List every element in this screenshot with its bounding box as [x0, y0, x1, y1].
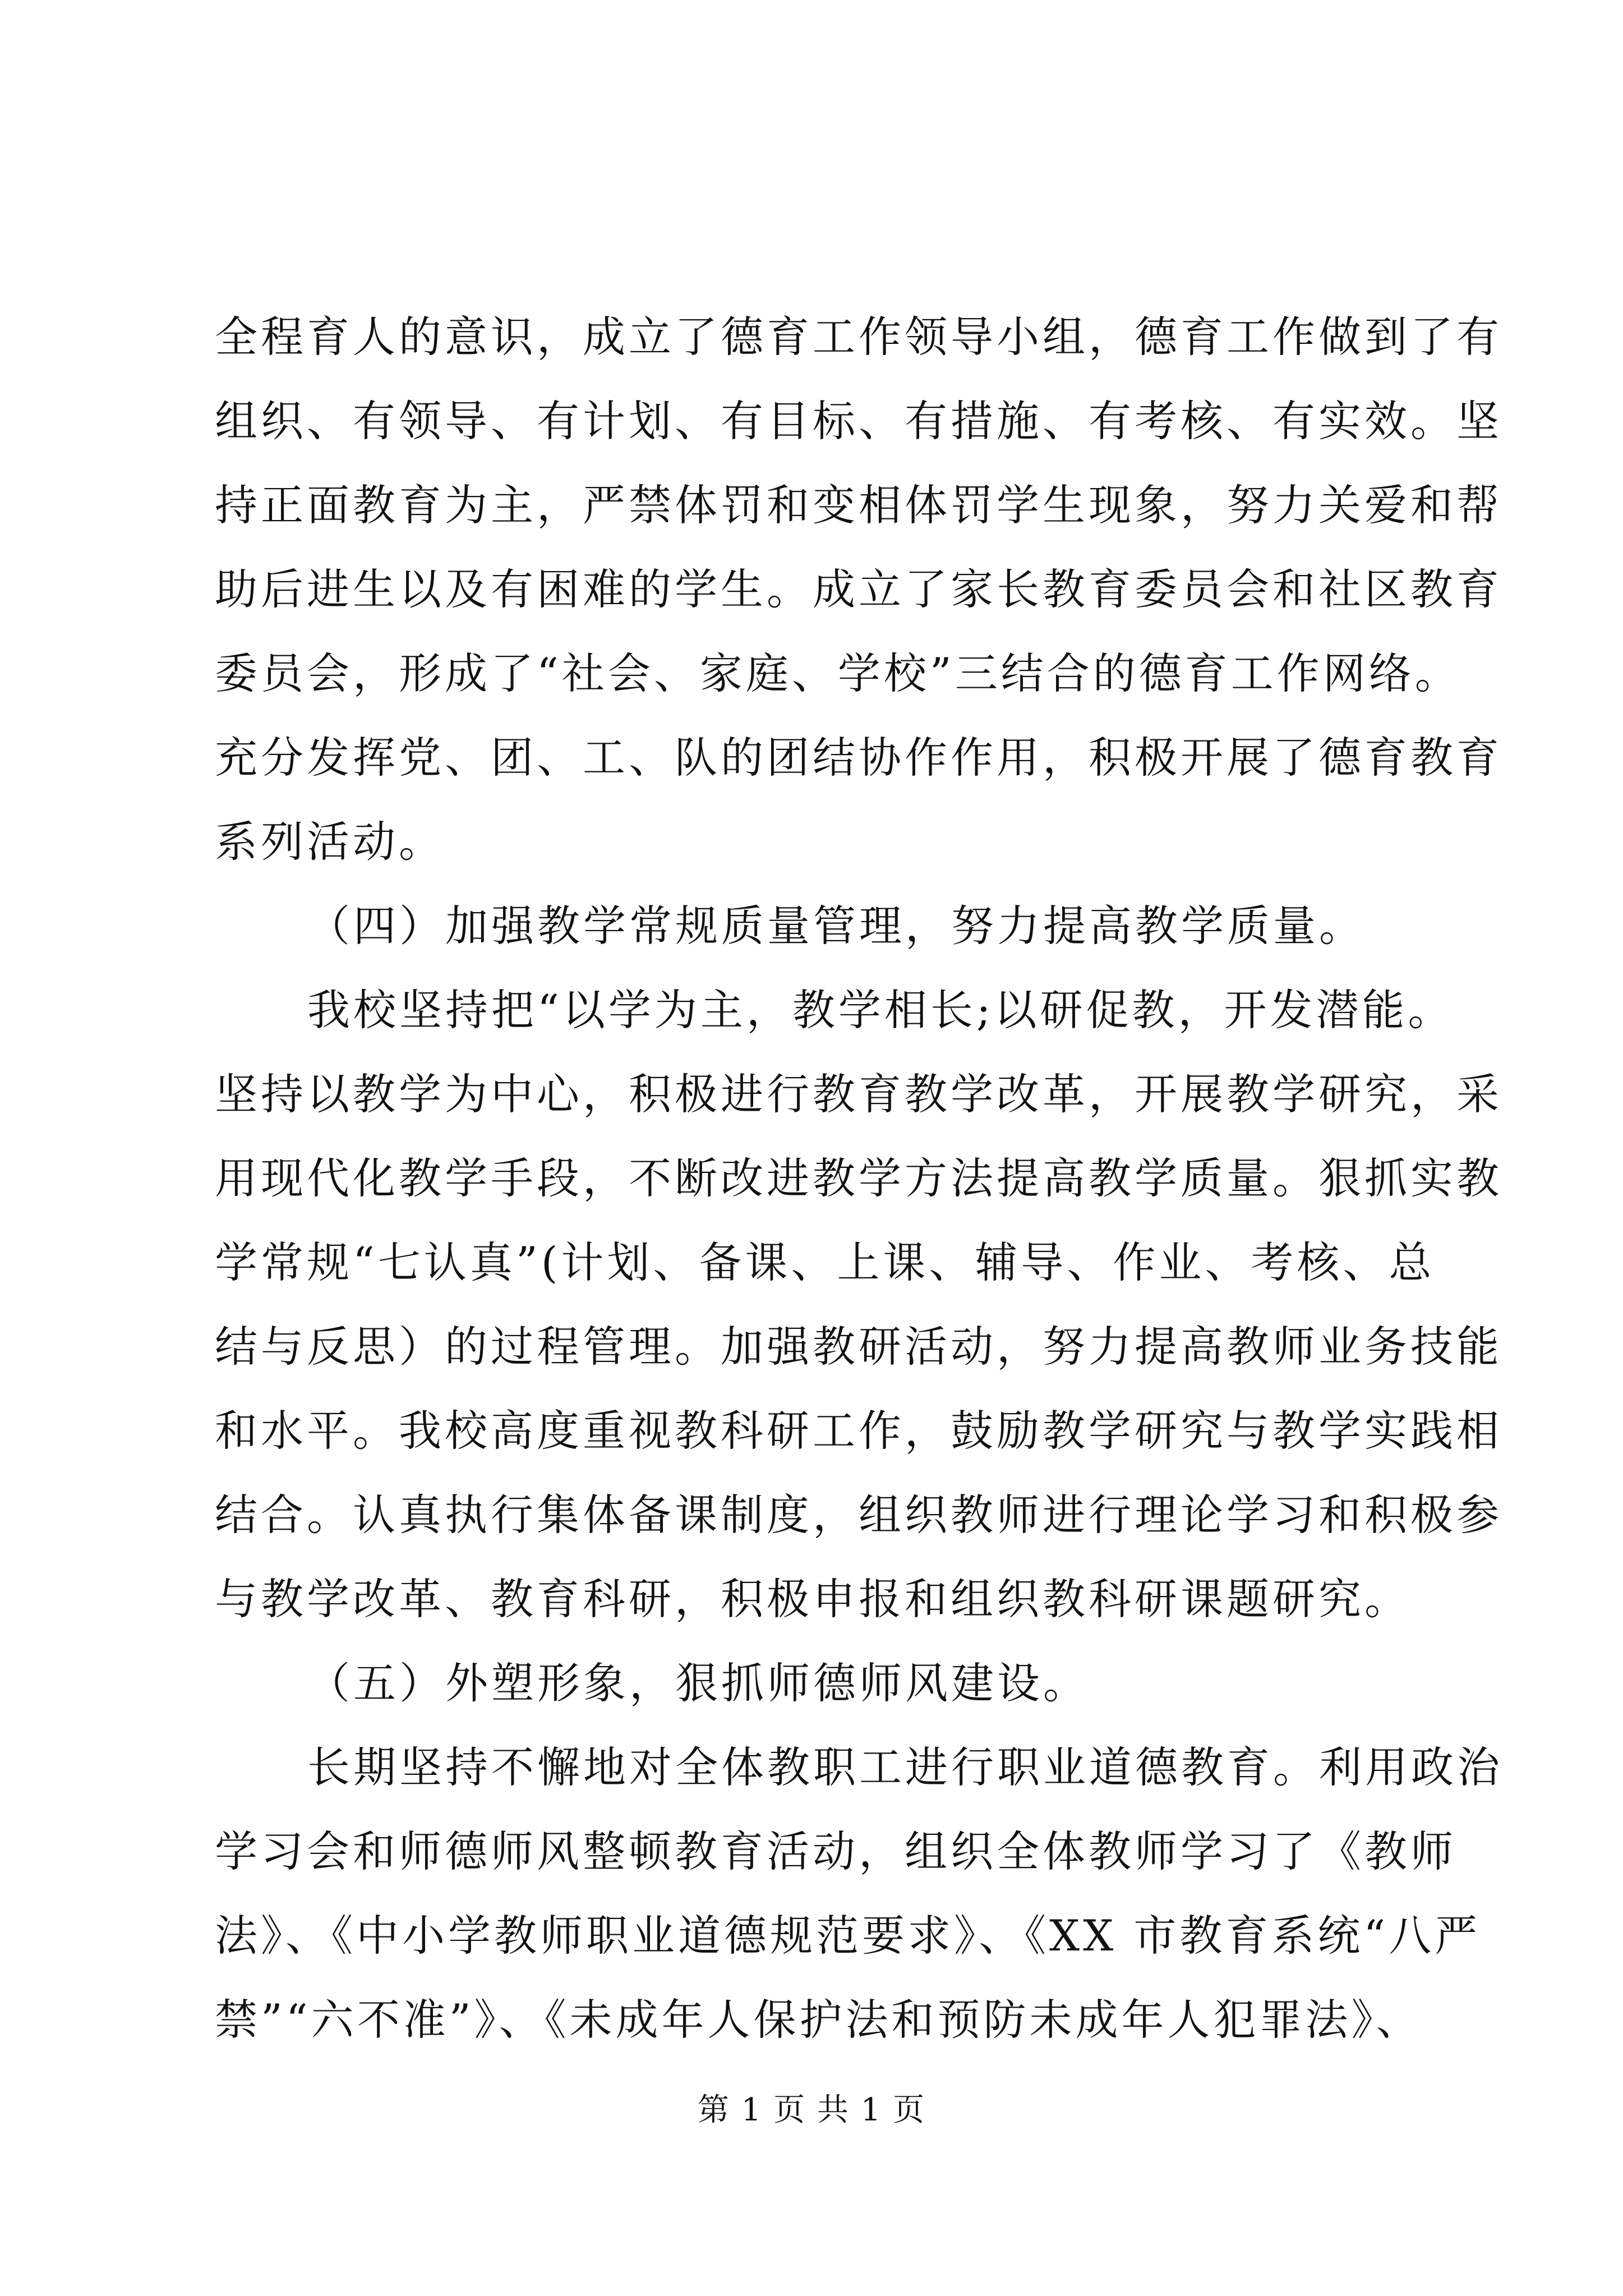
text-line: 全程育人的意识，成立了德育工作领导小组，德育工作做到了有 [215, 312, 1502, 362]
text-line: 助后进生以及有困难的学生。成立了家长教育委员会和社区教育 [215, 564, 1502, 614]
text-line: 和水平。我校高度重视教科研工作，鼓励教学研究与教学实践相 [215, 1406, 1502, 1456]
text-line: 结与反思）的过程管理。加强教研活动，努力提高教师业务技能 [215, 1322, 1502, 1372]
paragraph-first-line: 我校坚持把“以学为主，教学相长;以研促教，开发潜能。 [307, 985, 1454, 1035]
text-line: 组织、有领导、有计划、有目标、有措施、有考核、有实效。坚 [215, 396, 1502, 446]
text-line: 用现代化教学手段，不断改进教学方法提高教学质量。狠抓实教 [215, 1153, 1502, 1203]
text-line: 结合。认真执行集体备课制度，组织教师进行理论学习和积极参 [215, 1490, 1502, 1540]
page-number-footer: 第 1 页 共 1 页 [697, 2092, 926, 2128]
text-line: 委员会，形成了“社会、家庭、学校”三结合的德育工作网络。 [215, 648, 1461, 698]
section-heading: （五）外塑形象，狠抓师德师风建设。 [307, 1658, 1089, 1708]
text-line: 学习会和师德师风整顿教育活动，组织全体教师学习了《教师 [215, 1826, 1456, 1876]
text-line: 学常规“七认真”(计划、备课、上课、辅导、作业、考核、总 [215, 1237, 1435, 1287]
section-heading: （四）加强教学常规质量管理，努力提高教学质量。 [307, 901, 1365, 951]
text-line: 持正面教育为主，严禁体罚和变相体罚学生现象，努力关爱和帮 [215, 480, 1502, 530]
text-line: 法》、《中小学教师职业道德规范要求》、《XX 市教育系统“八严 [215, 1911, 1481, 1961]
text-line: 充分发挥党、团、工、队的团结协作作用，积极开展了德育教育 [215, 733, 1502, 783]
text-line: 坚持以教学为中心，积极进行教育教学改革，开展教学研究，采 [215, 1069, 1502, 1119]
text-line: 与教学改革、教育科研，积极申报和组织教科研课题研究。 [215, 1574, 1410, 1624]
text-line: 系列活动。 [215, 817, 445, 867]
paragraph-first-line: 长期坚持不懈地对全体教职工进行职业道德教育。利用政治 [307, 1742, 1503, 1792]
text-line: 禁”“六不准”》、《未成年人保护法和预防未成年人犯罪法》、 [215, 1995, 1422, 2045]
